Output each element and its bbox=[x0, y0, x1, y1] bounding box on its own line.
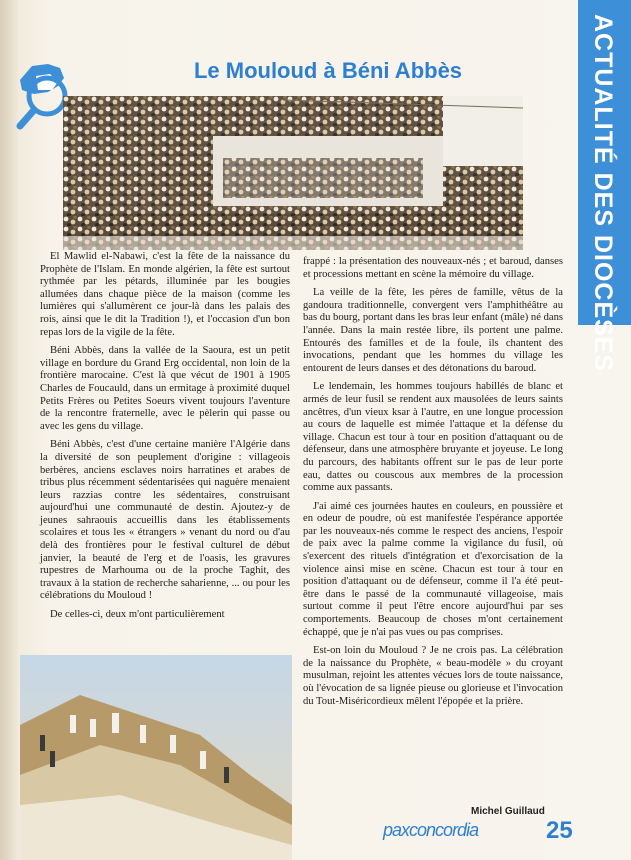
article-paragraph: La veille de la fête, les pères de famille, vêtus de la gandoura traditionnelle, convergent vers l'amphithéâtre au bas du bourg, portant dans les bras leur enfant (mâle) né dans l'année. Dans la main restée libre, ils portent une palme. Entourés des familles et de la foule, ils chantent des invocations, pendant que les hommes du village les entourent de leurs danses et des détonations du baroud. bbox=[303, 287, 563, 374]
brand-part-pax: pax bbox=[383, 820, 410, 840]
procession-hillside-photo bbox=[20, 655, 292, 860]
article-column-right bbox=[303, 256, 563, 714]
article-paragraph: De celles-ci, deux m'ont particulièrement bbox=[50, 609, 225, 621]
page-number: 25 bbox=[546, 817, 573, 844]
brand-part-concordia: concordia bbox=[409, 820, 479, 840]
article-paragraph: Le lendemain, les hommes toujours habillés de blanc et armés de leur fusil se rendent aux mausolées de leurs saints ancêtres, d'un vieux ksar à l'autre, en une longue procession au cours de laquelle est mimée l'attaque et la défense du village. Chacun est tour à tour en position d'attaquant ou de défenseur, dans une atmosphère bruyante et joyeuse. Le long du parcours, des habitants offrent sur le pas de leur porte eau, dattes ou couscous aux membres de la procession comme aux passants. bbox=[303, 381, 563, 494]
crowd-celebration-photo bbox=[63, 96, 523, 250]
magazine-brand bbox=[383, 820, 478, 841]
article-column-left bbox=[40, 251, 290, 628]
author-signature: Michel Guillaud bbox=[471, 806, 545, 817]
article-paragraph: El Mawlid el-Nabawi, c'est la fête de la naissance du Prophète de l'Islam. En monde algérien, la fête est surtout rythmée par les pétards, illuminée par les bougies allumées dans chaque pièce de la maison (comme les lumières qui s'allumèrent ce jour-là dans les palais des rois, ainsi que le dit la Tradition !), et l'occasion d'un bon repas lors de la vigile de la fête. bbox=[40, 251, 290, 338]
article-paragraph: Est-on loin du Mouloud ? Je ne crois pas. La célébration de la naissance du Prophète, « beau-modèle » du croyant musulman, rejoint les attentes vécues lors de toute naissance, où l'évocation de sa lignée pieuse ou glorieuse et l'invocation du Tout-Miséricordieux mêlent l'épopée et la prière. bbox=[303, 645, 563, 707]
section-sidebar-label: ACTUALITÉ DES DIOCÈSES bbox=[589, 14, 617, 373]
article-paragraph: J'ai aimé ces journées hautes en couleurs, en poussière et en odeur de poudre, où est manifestée l'espérance apportée par les nouveaux-nés comme le respect des anciens, l'espoir de paix avec la palme comme la vigilance du fusil, où s'exercent des rituels d'intégration et d'exorcisation de la violence ainsi mise en scène. Chacun est tour à tour en position d'attaquant ou de défenseur, comme il l'a été peut-être dans le passé de la communauté villageoise, mais surtout comme il peut l'être encore aujourd'hui par ses comportements. Beaucoup de choses m'ont certainement échappé, que je n'ai pas vues ou pas comprises. bbox=[303, 500, 563, 638]
article-paragraph: Béni Abbès, dans la vallée de la Saoura, est un petit village en bordure du Grand Erg occidental, non loin de la frontière marocaine. C'est là que vécut de 1901 à 1905 Charles de Foucauld, dans un ermitage à proximité duquel Petits Frères ou Petites Soeurs vivent toujours l'aventure de la rencontre fraternelle, avec le pèlerin qui passe ou avec les gens du village. bbox=[40, 345, 290, 432]
article-paragraph: frappé : la présentation des nouveaux-nés ; et baroud, danses et processions mettant en scène la mémoire du village. bbox=[303, 256, 563, 280]
article-title: Le Mouloud à Béni Abbès bbox=[193, 58, 463, 83]
article-paragraph: Béni Abbès, c'est d'une certaine manière l'Algérie dans la diversité de son peuplement d'origine : villageois berbères, anciens esclaves noirs harratines et arabes de tribus plus récemment sédentarisées qui naguère menaient leurs razzias contre les sédentaires, construisant aujourd'hui une communauté de destin. Ajoutez-y de jeunes sahraouis accueillis dans les établissements scolaires et tous les « étrangers » venant du nord ou d'au delà des frontières pour le festival culturel de début janvier, la beauté de l'erg et de l'oasis, les gravures rupestres de Marhouma ou de la proche Taghit, des travaux à la station de recherche saharienne, ... ou pour les célébrations du Mouloud ! bbox=[40, 439, 290, 602]
